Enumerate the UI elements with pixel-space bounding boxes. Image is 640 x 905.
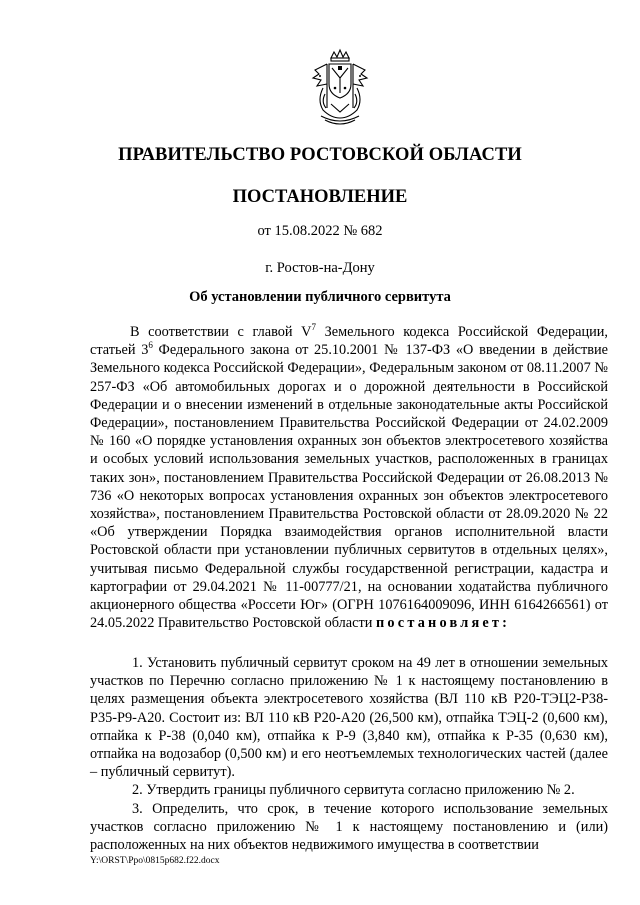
article-superscript: 6 [148,340,153,351]
chapter-superscript: 7 [311,322,316,332]
document-subject: Об установлении публичного сервитута [189,289,451,305]
preamble-paragraph [90,323,608,632]
government-title: ПРАВИТЕЛЬСТВО РОСТОВСКОЙ ОБЛАСТИ [118,145,522,165]
resolution-items [90,654,608,854]
item-2: 2. Утвердить границы публичного сервитута согласно приложению № 2. [132,782,575,799]
file-path-footer: Y:\ORST\Ppo\0815p682.f22.docx [90,856,220,866]
preamble-text-2: Земельного кодекса Российской Федерации, статьей 3 [90,324,608,359]
date-and-number: от 15.08.2022 № 682 [257,223,383,239]
item-3: 3. Определить, что срок, в течение которого использование земельных участков согласно приложению № 1 к настоящему постановлению и (или) расположенных на них объектов недвижимого имущества в соответствии [90,800,608,854]
resolve-word: постановляет: [375,615,511,632]
document-type: ПОСТАНОВЛЕНИЕ [232,187,408,207]
preamble [90,323,608,632]
coat-of-arms-icon [309,48,371,128]
preamble-text-3: Федерального закона от 25.10.2001 № 137-ФЗ «О введении в действие Земельного кодекса Российской Федерации», Федеральным законом от 08.11.2007 № 257-ФЗ «Об автомобильных дорогах и о дорожной деятельности в Российской Федерации и о внесении изменений в отдельные законодательные акты Российской Федерации», постановлением Правительства Российской Федерации от 24.02.2009 № 160 «О порядке установления охранных зон объектов электросетевого хозяйства и особых условий использования земельных участков, расположенных в границах таких зон», постановлением Правительства Российской Федерации от 26.08.2013 № 736 «О некоторых вопросах установления охранных зон объектов электросетевого хозяйства», постановлением Правительства Ростовской области от 28.09.2020 № 22 «Об утверждении Порядка взаимодействия органов исполнительной власти Ростовской области при установлении публичных сервитутов в отдельных целях», учитывая письмо Федеральной службы государственной регистрации, кадастра и картографии от 29.04.2021 № 11-00777/21, на основании ходатайства публичного акционерного общества «Россети Юг» (ОГРН 1076164009096, ИНН 6164266561) от 24.05.2022 Правительство Ростовской области [90,342,608,632]
preamble-text-1: В соответствии с главой V [130,324,312,340]
city: г. Ростов-на-Дону [265,260,375,276]
item-1: 1. Установить публичный сервитут сроком на 49 лет в отношении земельных участков по Перечню согласно приложению № 1 к настоящему постановлению в целях размещения объекта электросетевого хозяйства (ВЛ 110 кВ Р20-ТЭЦ2-Р38-Р35-Р9-А20. Состоит из: ВЛ 110 кВ Р20-А20 (26,500 км), отпайка ТЭЦ-2 (0,600 км), отпайка к Р-38 (0,040 км), отпайка к Р-9 (3,840 км), отпайка к Р-35 (0,630 км), отпайка на водозабор (0,500 км) и его неотъемлемых технологических частей (далее – публичный сервитут). [90,655,608,781]
